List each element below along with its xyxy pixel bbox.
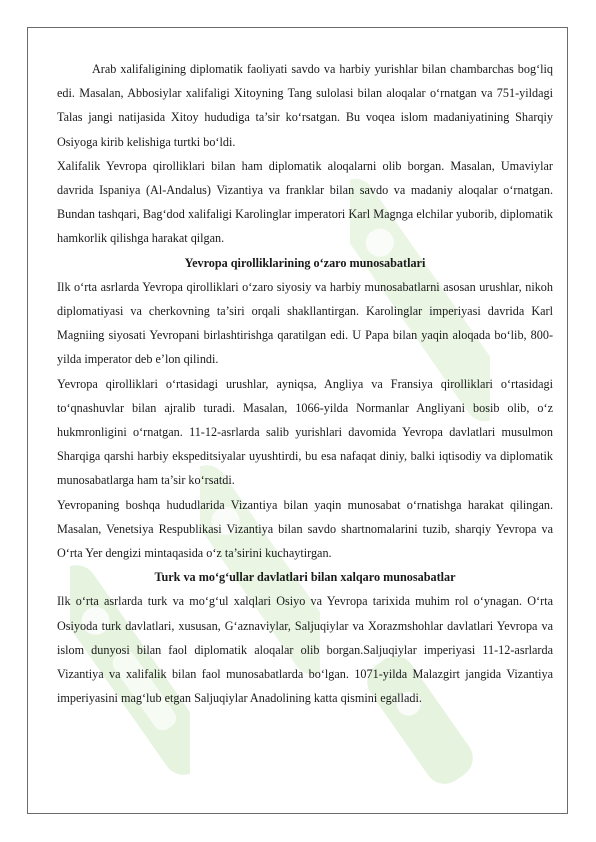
paragraph-european-wars: Yevropa qirolliklari o‘rtasidagi urushlar, ayniqsa, Angliya va Fransiya qirolliklari o‘rtasidagi to‘qnashuvlar bilan ajralib turadi. Masalan, 1066-yilda Normanlar Angliyani bosib olib, o‘z hukmronligini o‘rnatgan. 11-12-asrlarda salib yurishlari davomida Yevropa davlatlari musulmon Sharqiga qarshi harbiy ekspeditsiyalar uyushtirdi, bu esa nafaqat diniy, balki iqtisodiy va diplomatik munosabatlarga ham ta’sir ko‘rsatdi. [57, 376, 553, 488]
section-heading-turk-mongol: Turk va mo‘g‘ullar davlatlari bilan xalqaro munosabatlar [154, 570, 456, 585]
document-body [57, 57, 553, 710]
paragraph-turk-mongol: Ilk o‘rta asrlarda turk va mo‘g‘ul xalqlari Osiyo va Yevropa tarixida muhim rol o‘ynagan. O‘rta Osiyoda turk davlatlari, xususan, G‘aznaviylar, Saljuqiylar va Xorazmshohlar davlatlari Yevropa va islom dunyosi bilan faol diplomatik aloqalar olib borgan.Saljuqiylar imperiyasi 11-12-asrlarda Vizantiya va xalifalik bilan faol munosabatlarda bo‘lgan. 1071-yilda Malazgirt jangida Vizantiya imperiyasini mag‘lub etgan Saljuqiylar Anadolining katta qismini egalladi. [57, 594, 553, 706]
paragraph-early-middle-ages: Ilk o‘rta asrlarda Yevropa qirolliklari o‘zaro siyosiy va harbiy munosabatlarni asosan urushlar, nikoh diplomatiyasi va cherkovning ta’siri orqali shakllantirgan. Karolinglar imperiyasi davrida Karl Magniing siyosati Yevropani birlashtirishga qaratilgan edi. U Papa bilan yaqin aloqada bo‘lib, 800-yilda imperator deb e’lon qilindi. [57, 279, 553, 367]
paragraph-byzantium-venice: Yevropaning boshqa hududlarida Vizantiya bilan yaqin munosabat o‘rnatishga harakat qilingan. Masalan, Venetsiya Respublikasi Vizantiya bilan savdo shartnomalarini tuzib, sharqiy Yevropa va O‘rta Yer dengizi mintaqasida o‘z ta’sirini kuchaytirgan. [57, 497, 553, 561]
paragraph-caliphate-europe: Xalifalik Yevropa qirolliklari bilan ham diplomatik aloqalarni olib borgan. Masalan, Umaviylar davrida Ispaniya (Al-Andalus) Vizantiya va franklar bilan savdo va madaniy aloqalar o‘rnatgan. Bundan tashqari, Bag‘dod xalifaligi Karolinglar imperatori Karl Magnga elchilar yuborib, diplomatik hamkorlik qilishga harakat qilgan. [57, 158, 553, 246]
paragraph-arab-caliphate: Arab xalifaligining diplomatik faoliyati savdo va harbiy yurishlar bilan chambarchas bog‘liq edi. Masalan, Abbosiylar xalifaligi Xitoyning Tang sulolasi bilan aloqalar o‘rnatgan va 751-yildagi Talas jangi natijasida Xitoy hududiga ta’sir ko‘rsatgan. Bu voqea islom madaniyatining Sharqiy Osiyoga kirib kelishiga turtki bo‘ldi. [57, 62, 553, 149]
section-heading-europe: Yevropa qirolliklarining o‘zaro munosabatlari [184, 255, 426, 270]
